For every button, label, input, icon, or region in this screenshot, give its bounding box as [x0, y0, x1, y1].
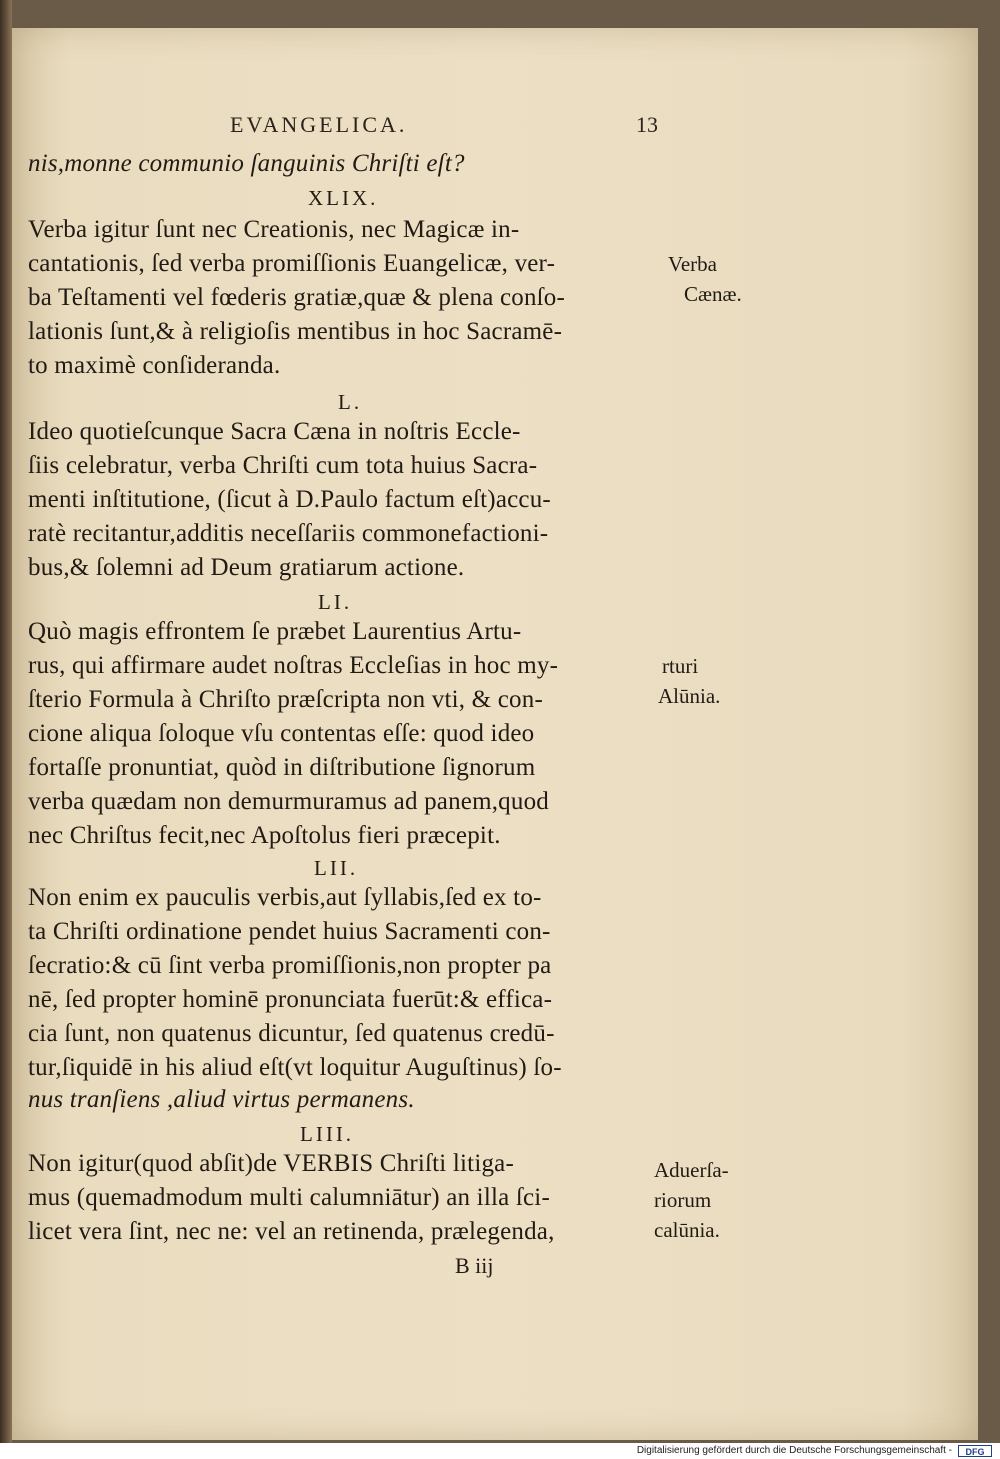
- margin-note: Alūnia.: [658, 684, 721, 708]
- text-line: Ideo quotieſcunque Sacra Cæna in noſtris Eccle-: [28, 418, 521, 445]
- text-line: nus tranſiens ,aliud virtus permanens.: [28, 1086, 415, 1113]
- text-line: ſecratio:& cū ſint verba promiſſionis,non propter pa: [28, 952, 552, 979]
- text-line: Quò magis effrontem ſe præbet Laurentius Artu-: [28, 618, 522, 645]
- book-spine-edge: [0, 0, 12, 1443]
- text-line: nis,monne communio ſanguinis Chriſti eſt?: [28, 150, 465, 177]
- margin-note: riorum: [654, 1188, 712, 1212]
- text-line: ſiis celebratur, verba Chriſti cum tota huius Sacra-: [28, 452, 538, 479]
- text-line: cione aliqua ſoloque vſu contentas eſſe: quod ideo: [28, 720, 535, 747]
- text-line: nē, ſed propter hominē pronunciata fuerūt:& effica-: [28, 986, 553, 1013]
- text-line: rus, qui affirmare audet noſtras Eccleſias in hoc my-: [28, 652, 559, 679]
- text-line: fortaſſe pronuntiat, quòd in diſtributione ſignorum: [28, 754, 536, 781]
- margin-note: calūnia.: [654, 1218, 720, 1242]
- text-line: bus,& ſolemni ad Deum gratiarum actione.: [28, 554, 465, 581]
- text-line: lationis ſunt,& à religioſis mentibus in hoc Sacramē-: [28, 318, 563, 345]
- text-line: nec Chriſtus fecit,nec Apoſtolus fieri præcepit.: [28, 822, 501, 849]
- text-line: ratè recitantur,additis neceſſariis commonefactioni-: [28, 520, 549, 547]
- section-number: LIII.: [300, 1122, 355, 1146]
- text-line: Non igitur(quod abſit)de VERBIS Chriſti litiga-: [28, 1150, 514, 1177]
- text-line: mus (quemadmodum multi calumniātur) an illa ſci-: [28, 1184, 550, 1211]
- digitization-credit: Digitalisierung gefördert durch die Deutsche Forschungsgemeinschaft -: [0, 1443, 1000, 1459]
- section-number: L.: [338, 390, 363, 414]
- text-line: cia ſunt, non quatenus dicuntur, ſed quatenus credū-: [28, 1020, 555, 1047]
- running-head: EVANGELICA.: [230, 112, 408, 137]
- text-line: menti inſtitutione, (ſicut à D.Paulo factum eſt)accu-: [28, 486, 551, 513]
- text-line: Non enim ex pauculis verbis,aut ſyllabis,ſed ex to-: [28, 884, 542, 911]
- dfg-logo: DFG: [958, 1445, 992, 1457]
- text-line: ba Teſtamenti vel fœderis gratiæ,quæ & plena conſo-: [28, 284, 566, 311]
- margin-note: rturi: [662, 654, 699, 678]
- section-number: LI.: [318, 590, 353, 614]
- margin-note: Verba: [668, 252, 717, 276]
- text-line: ta Chriſti ordinatione pendet huius Sacramenti con-: [28, 918, 551, 945]
- margin-note: Aduerſa-: [654, 1158, 729, 1182]
- text-line: Verba igitur ſunt nec Creationis, nec Magicæ in-: [28, 216, 520, 243]
- signature-mark: B iij: [455, 1253, 494, 1278]
- page-number: 13: [636, 112, 658, 137]
- section-number: LII.: [314, 856, 359, 880]
- text-line: cantationis, ſed verba promiſſionis Euangelicæ, ver-: [28, 250, 556, 277]
- text-line: ſterio Formula à Chriſto præſcripta non vti, & con-: [28, 686, 543, 713]
- text-line: verba quædam non demurmuramus ad panem,quod: [28, 788, 549, 815]
- text-line: tur,ſiquidē in his aliud eſt(vt loquitur Auguſtinus) ſo-: [28, 1054, 562, 1081]
- text-line: licet vera ſint, nec ne: vel an retinenda, prælegenda,: [28, 1218, 555, 1245]
- section-number: XLIX.: [308, 186, 379, 210]
- text-line: to maximè conſideranda.: [28, 352, 281, 379]
- margin-note: Cænæ.: [684, 282, 742, 306]
